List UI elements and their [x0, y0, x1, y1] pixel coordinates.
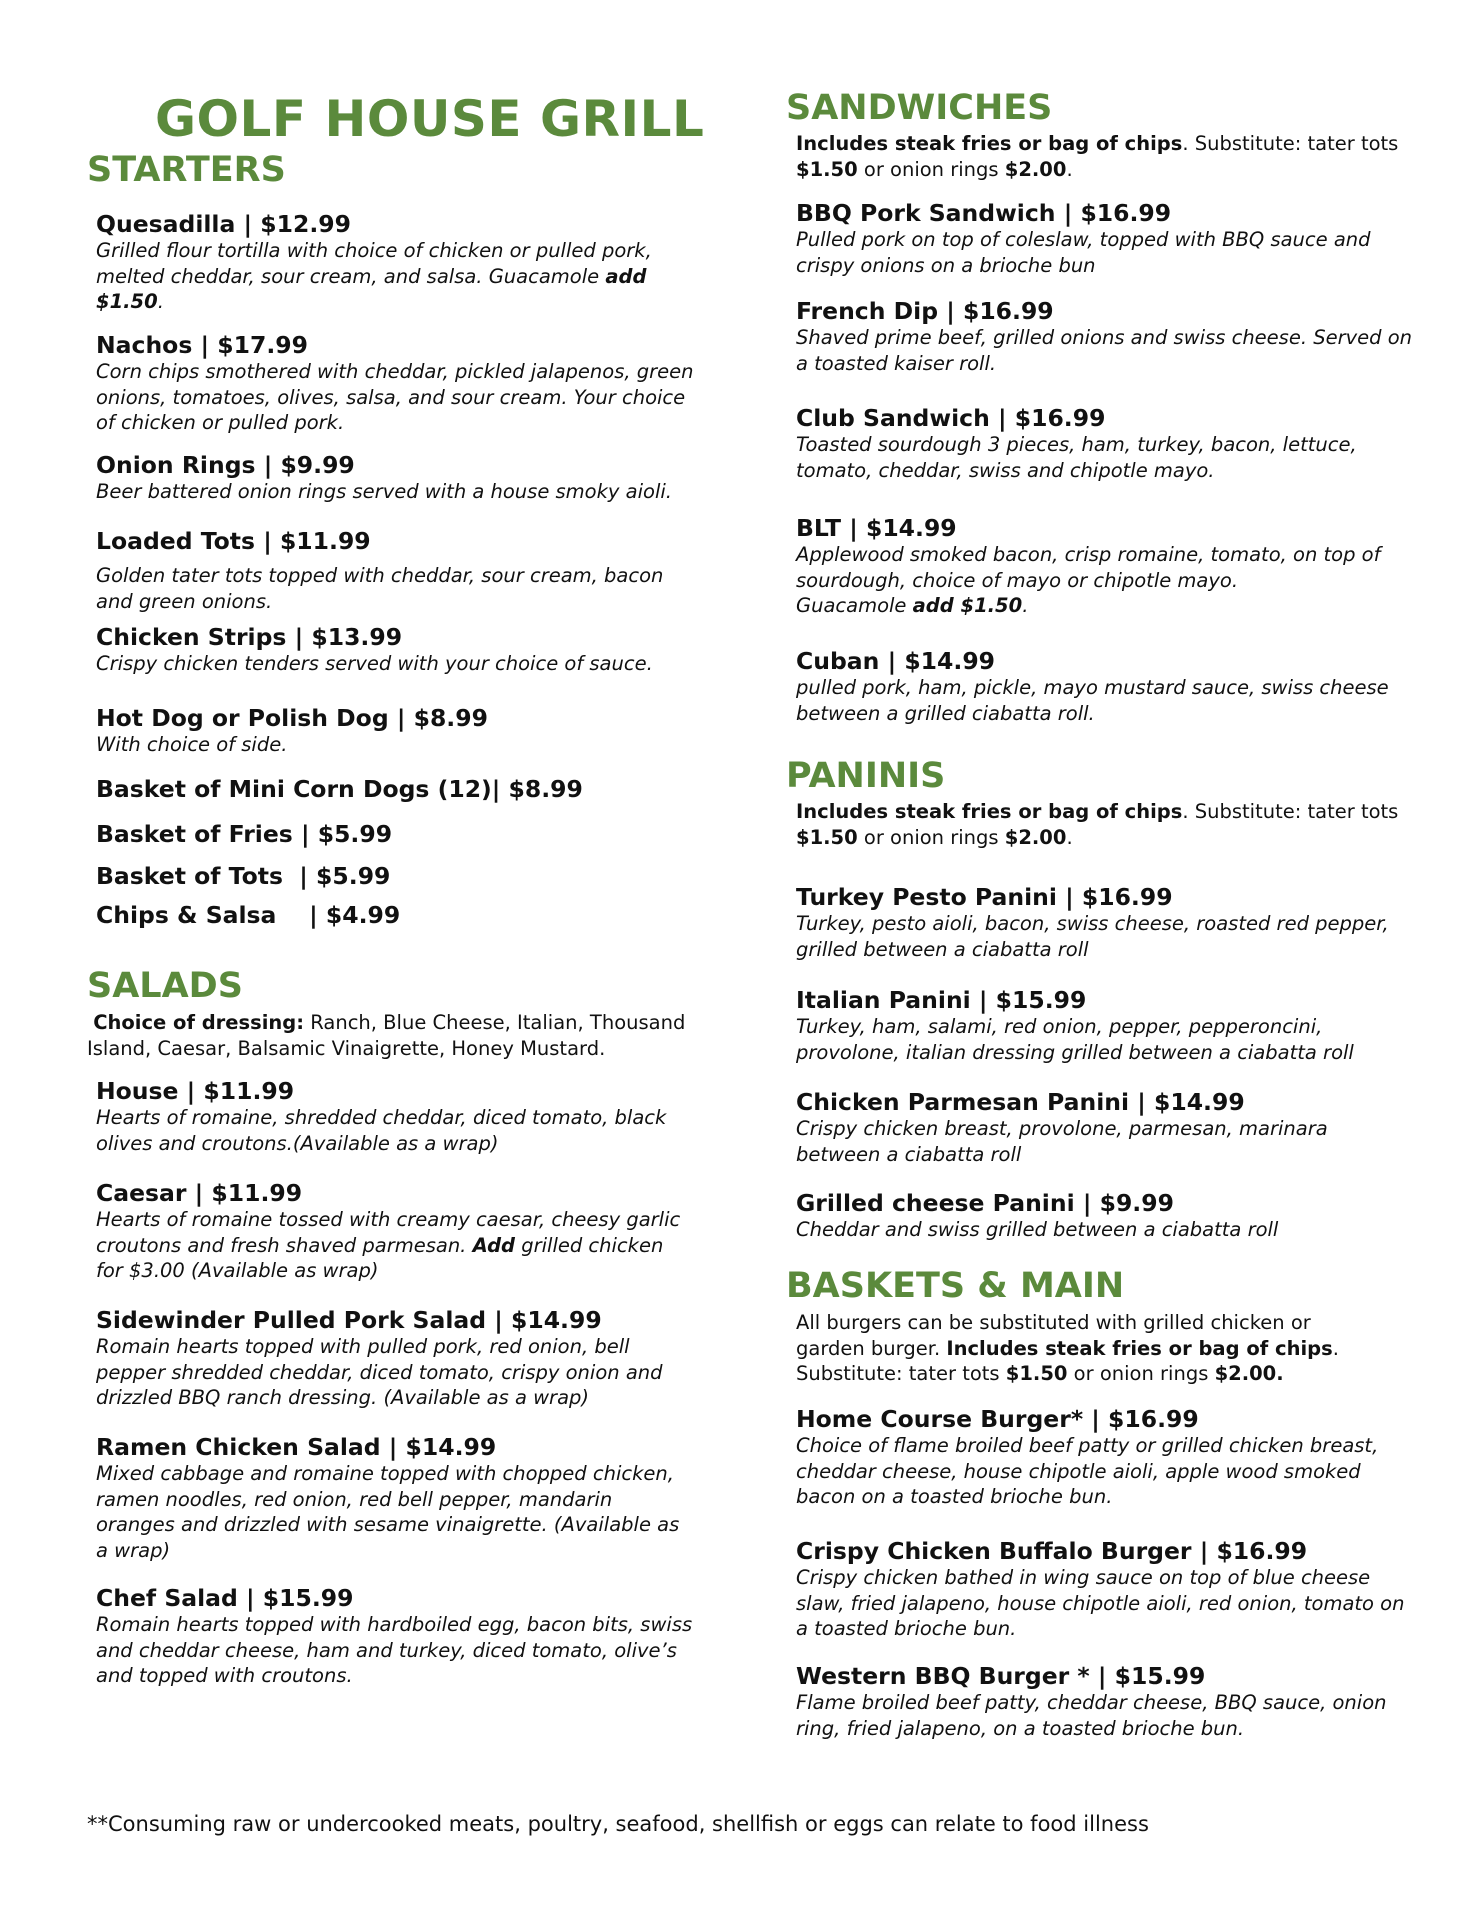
item-name: Nachos | $17.99	[96, 331, 308, 359]
salads-dressing-note: Choice of dressing: Ranch, Blue Cheese, Italian, Thousand Island, Caesar, Balsamic Vinaigrette, Honey Mustard.	[87, 1011, 686, 1060]
item-name: House | $11.99	[96, 1077, 295, 1105]
item-description: Crispy chicken bathed in wing sauce on top of blue cheese slaw, fried jalapeno, house chipotle aioli, red onion, tomato on a toasted brioche bun.	[796, 1566, 1405, 1640]
menu-item-chicken-strips	[96, 623, 696, 677]
item-description: Crispy chicken breast, provolone, parmesan, marinara between a ciabatta roll	[796, 1117, 1328, 1166]
item-description: Romain hearts topped with hardboiled egg, bacon bits, swiss and cheddar cheese, ham and turkey, diced tomato, olive’s and topped with croutons.	[96, 1613, 693, 1687]
menu-item-home-course-burger	[796, 1405, 1416, 1510]
menu-item-basket-tots: Basket of Tots | $5.99	[96, 862, 391, 890]
menu-item-nachos	[96, 331, 696, 436]
item-name: Sidewinder Pulled Pork Salad | $14.99	[96, 1306, 602, 1334]
menu-item-hot-dog	[96, 704, 696, 758]
menu-item-loaded-tots	[96, 527, 696, 614]
paninis-sides-note: Includes steak fries or bag of chips. Substitute: tater tots $1.50 or onion rings $2.00.	[796, 800, 1399, 849]
menu-item-ramen-chicken-salad	[96, 1433, 696, 1563]
item-description: pulled pork, ham, pickle, mayo mustard sauce, swiss cheese between a grilled ciabatta roll.	[796, 676, 1389, 725]
item-name: Turkey Pesto Panini | $16.99	[796, 883, 1173, 911]
item-name: French Dip | $16.99	[796, 297, 1054, 325]
item-description: Flame broiled beef patty, cheddar cheese, BBQ sauce, onion ring, fried jalapeno, on a toasted brioche bun.	[796, 1691, 1387, 1740]
menu-item-chips-salsa: Chips & Salsa | $4.99	[96, 901, 401, 929]
item-description: Hearts of romaine, shredded cheddar, diced tomato, black olives and croutons.(Available as a wrap)	[96, 1106, 667, 1155]
item-name: Cuban | $14.99	[796, 647, 996, 675]
menu-item-french-dip	[796, 297, 1416, 376]
section-heading-sandwiches: SANDWICHES	[786, 88, 1053, 128]
menu-item-italian-panini	[796, 986, 1416, 1065]
menu-item-quesadilla	[96, 210, 696, 315]
section-heading-starters: STARTERS	[87, 150, 286, 190]
item-name: Hot Dog or Polish Dog | $8.99	[96, 704, 488, 732]
section-heading-salads: SALADS	[87, 966, 243, 1006]
item-name: Caesar | $11.99	[96, 1179, 303, 1207]
menu-item-blt	[796, 514, 1416, 619]
item-name: Ramen Chicken Salad | $14.99	[96, 1433, 497, 1461]
item-description: Toasted sourdough 3 pieces, ham, turkey, bacon, lettuce, tomato, cheddar, swiss and chipotle mayo.	[796, 433, 1357, 482]
item-name: Chicken Strips | $13.99	[96, 623, 403, 651]
item-description: Shaved prime beef, grilled onions and swiss cheese. Served on a toasted kaiser roll.	[796, 326, 1413, 375]
menu-item-bbq-pork-sandwich	[796, 199, 1416, 278]
item-description: Beer battered onion rings served with a house smoky aioli.	[96, 480, 672, 503]
item-description: Hearts of romaine tossed with creamy caesar, cheesy garlic croutons and fresh shaved parmesan. Add grilled chicken for $3.00 (Available as wrap)	[96, 1208, 681, 1282]
item-description: Turkey, pesto aioli, bacon, swiss cheese, roasted red pepper, grilled between a ciabatta roll	[796, 912, 1389, 961]
item-name: Western BBQ Burger * | $15.99	[796, 1662, 1206, 1690]
item-description: Corn chips smothered with cheddar, pickled jalapenos, green onions, tomatoes, olives, salsa, and sour cream. Your choice of chicken or pulled pork.	[96, 360, 694, 434]
item-name: Chef Salad | $15.99	[96, 1584, 354, 1612]
menu-item-basket-fries: Basket of Fries | $5.99	[96, 820, 393, 848]
food-safety-disclaimer: **Consuming raw or undercooked meats, poultry, seafood, shellfish or eggs can relate to food illness	[87, 1812, 1149, 1836]
item-name: Club Sandwich | $16.99	[796, 404, 1106, 432]
menu-item-caesar-salad	[96, 1179, 696, 1284]
sandwiches-sides-note: Includes steak fries or bag of chips. Substitute: tater tots $1.50 or onion rings $2.00.	[796, 132, 1399, 181]
baskets-note: All burgers can be substituted with grilled chicken or garden burger. Includes steak fries or bag of chips. Substitute: tater tots $1.50 or onion rings $2.00.	[796, 1311, 1339, 1385]
item-description: Grilled flour tortilla with choice of chicken or pulled pork, melted cheddar, sour cream, and salsa. Guacamole add $1.50.	[96, 239, 652, 313]
item-name: BBQ Pork Sandwich | $16.99	[796, 199, 1172, 227]
menu-item-house-salad	[96, 1077, 696, 1156]
item-name: BLT | $14.99	[796, 514, 957, 542]
item-description: Crispy chicken tenders served with your choice of sauce.	[96, 652, 653, 675]
menu-item-chicken-parmesan-panini	[796, 1088, 1416, 1167]
menu-item-club-sandwich	[796, 404, 1416, 483]
menu-item-chef-salad	[96, 1584, 696, 1689]
item-description: Romain hearts topped with pulled pork, red onion, bell pepper shredded cheddar, diced tomato, crispy onion and drizzled BBQ ranch dressing. (Available as a wrap)	[96, 1335, 663, 1409]
item-description: With choice of side.	[96, 733, 288, 756]
section-heading-paninis: PANINIS	[786, 756, 946, 796]
item-name: Home Course Burger* | $16.99	[796, 1405, 1199, 1433]
item-description: Cheddar and swiss grilled between a ciabatta roll	[796, 1218, 1279, 1241]
menu-item-grilled-cheese-panini	[796, 1189, 1416, 1243]
menu-item-western-bbq-burger	[796, 1662, 1416, 1741]
menu-item-crispy-chicken-buffalo-burger	[796, 1537, 1416, 1642]
item-description: Choice of flame broiled beef patty or grilled chicken breast, cheddar cheese, house chipotle aioli, apple wood smoked bacon on a toasted brioche bun.	[796, 1434, 1379, 1508]
item-description-addon: Guacamole add $1.50.	[796, 594, 1029, 617]
item-name: Grilled cheese Panini | $9.99	[796, 1189, 1174, 1217]
item-description: Golden tater tots topped with cheddar, sour cream, bacon and green onions.	[96, 564, 664, 613]
menu-item-turkey-pesto-panini	[796, 883, 1416, 962]
menu-item-onion-rings	[96, 451, 696, 505]
menu-item-cuban	[796, 647, 1416, 726]
item-name: Onion Rings | $9.99	[96, 451, 355, 479]
item-description: Pulled pork on top of coleslaw, topped with BBQ sauce and crispy onions on a brioche bun	[796, 228, 1371, 277]
section-heading-baskets: BASKETS & MAIN	[786, 1266, 1125, 1306]
item-name: Quesadilla | $12.99	[96, 210, 351, 238]
item-description: Applewood smoked bacon, crisp romaine, tomato, on top of sourdough, choice of mayo or chipotle mayo.	[796, 543, 1381, 592]
item-name: Italian Panini | $15.99	[796, 986, 1087, 1014]
item-name: Loaded Tots | $11.99	[96, 527, 371, 555]
item-name: Crispy Chicken Buffalo Burger | $16.99	[796, 1537, 1308, 1565]
item-description: Mixed cabbage and romaine topped with chopped chicken, ramen noodles, red onion, red bell pepper, mandarin oranges and drizzled with sesame vinaigrette. (Available as a wrap)	[96, 1462, 680, 1562]
menu-item-sidewinder-salad	[96, 1306, 696, 1411]
item-description: Turkey, ham, salami, red onion, pepper, pepperoncini, provolone, italian dressing grilled between a ciabatta roll	[796, 1015, 1354, 1064]
menu-item-mini-corn-dogs: Basket of Mini Corn Dogs (12)| $8.99	[96, 775, 583, 803]
restaurant-title: GOLF HOUSE GRILL	[155, 90, 705, 148]
item-name: Chicken Parmesan Panini | $14.99	[796, 1088, 1245, 1116]
